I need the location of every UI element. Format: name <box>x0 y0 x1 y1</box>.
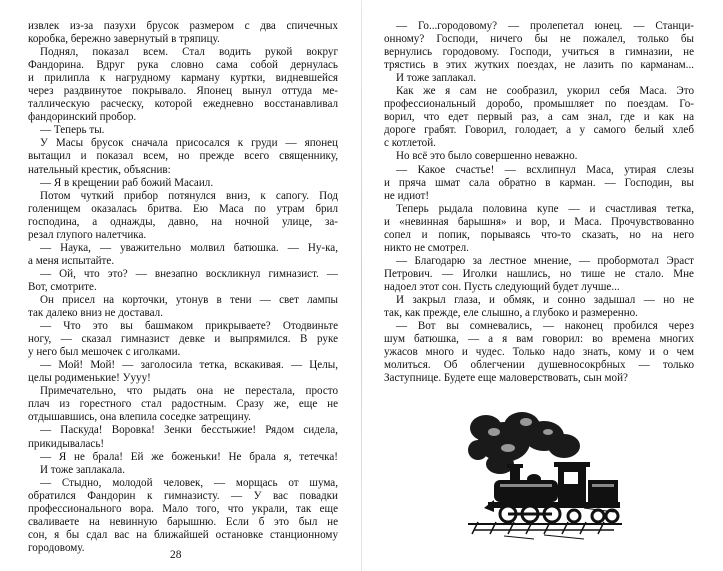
text-line: Как же я сам не сообразил, укорил себя Маса. Это <box>396 85 694 98</box>
text-line: голенищем оказалась бритва. Ею Маса по утрам брил <box>28 202 338 215</box>
text-line: — Что это вы башмаком прикрываете? Отодвиньте <box>40 320 338 333</box>
text-line: Но всё это было совершенно неважно. <box>396 150 578 163</box>
text-line: фандоринский пробор. <box>28 111 137 124</box>
text-line: — Я в крещении раб божий Масаил. <box>40 176 214 189</box>
text-line: и прилипла к нагрудному карману куртки, видневшейся <box>28 72 338 85</box>
text-line: вытащил и показал всем, но прежде всего священнику, <box>28 150 338 163</box>
text-line: прикидывалась! <box>28 437 105 450</box>
text-line: нательный крестик, объяснив: <box>28 163 171 176</box>
right-page <box>362 0 723 571</box>
text-line: Вот, смотрите. <box>28 280 97 293</box>
text-line: сон, я бы сдал вас на ближайшей остановке станционному <box>28 528 338 541</box>
text-line: городовому. <box>28 541 85 554</box>
text-line: — Ой, что это? — внезапно воскликнул гимназист. — <box>40 267 338 280</box>
text-line: целы родименькие! Уууу! <box>28 372 151 385</box>
text-line: — Наука, — уважительно молвил батюшка. — Ну-ка, <box>40 241 338 254</box>
text-line: — Благодарю за лестное мнение, — пробормотал Эраст <box>396 254 694 267</box>
text-line: Он присел на корточки, утонув в тени — свет лампы <box>40 293 338 306</box>
text-line: ужасов много и чудес. Только надо знать, кому и о чем <box>384 346 694 359</box>
text-line: Фандорина. Вдруг рука словно сама собой дернулась <box>28 59 338 72</box>
text-line: И закрыл глаза, и обмяк, и сонно задышал — но не <box>396 293 694 306</box>
text-line: — Какое счастье! — всхлипнул Маса, утирая слезы <box>396 163 694 176</box>
text-line: — Теперь ты. <box>40 124 105 137</box>
text-line: — Го...городовому? — пролепетал юнец. — Станци- <box>396 20 694 32</box>
text-line: онному? Господи, ничего бы не пожалел, только бы <box>384 33 694 46</box>
text-line: и «невинная барышня» и вор, и Маса. Прочувствованно <box>384 215 694 228</box>
text-line: — Я не брала! Ей же боженьки! Не брала я, тетечка! <box>40 450 338 463</box>
text-line: — Вот вы сомневались, — наконец пробился через <box>396 320 694 333</box>
text-line: И тоже заплакал. <box>396 72 477 85</box>
text-line: И тоже заплакала. <box>40 463 126 476</box>
text-line: никто не смотрел. <box>384 241 469 254</box>
text-line: плач из горестного стал радостным. Сразу же, еще не <box>28 398 338 411</box>
text-line: таллическую расческу, которой ежедневно восстанавливал <box>28 98 338 111</box>
text-line: Петрович. — Иголки нашлись, но тише не стало. Мне <box>384 267 694 280</box>
text-line: — Паскуда! Воровка! Зенки бесстыжие! Рядом сидела, <box>40 424 338 437</box>
text-line: профессионального вора. Мало того, что украли, так еще <box>28 502 338 515</box>
text-line: У Масы брусок сначала присосался к груди — японец <box>40 137 338 150</box>
text-line: сопел и попик, порываясь что-то сказать, но на него <box>384 228 694 241</box>
text-line: так далеко вниз не доставал. <box>28 307 163 320</box>
text-line: Теперь рыдала половина купе — и счастливая тетка, <box>396 202 694 215</box>
text-line: шум батюшка, — а я вам говорил: во времена многих <box>384 333 694 346</box>
text-line: господина, а однажды, давно, на ночной улице, за- <box>28 215 338 228</box>
right-text-column <box>384 20 694 385</box>
text-line: вернулись городовому. Господи, учиться в гимназии, не <box>384 46 694 59</box>
text-line: трястись в этих жутких поездах, не лазить по карманам... <box>384 59 694 72</box>
text-line: а меня испытайте. <box>28 254 115 267</box>
text-line: молиться. Об облегчении душевносокрбных — только <box>384 359 694 372</box>
text-line: Поднял, показал всем. Стал водить рукой вокруг <box>40 46 338 59</box>
text-line: у него был мешочек с иголками. <box>28 346 181 359</box>
left-page <box>0 0 361 571</box>
text-line: дороге грабят. Говорил, голодает, а у самого белый хлеб <box>384 124 694 137</box>
text-line: Примечательно, что рыдать она не перестала, просто <box>40 385 338 398</box>
text-line: так, как прежде, еле слышно, а глубоко и размеренно. <box>384 307 638 320</box>
text-line: — Мой! Мой! — заголосила тетка, вскакивая. — Целы, <box>40 359 338 372</box>
left-text-column <box>28 20 338 555</box>
text-line: резал глупого налетчика. <box>28 228 147 241</box>
text-line: коробка, бережно завернутый в тряпицу. <box>28 33 220 46</box>
text-line: сваливаете на невинную барышню. Если б это был не <box>28 515 338 528</box>
text-line: не идиот! <box>384 189 430 202</box>
text-line: Потом чуткий прибор потянулся вниз, к сапогу. Под <box>40 189 338 202</box>
text-line: с котлетой. <box>384 137 436 150</box>
text-line: Заступнице. Будете еще маловерствовать, сын мой? <box>384 372 628 385</box>
text-line: ворил, что едет первый раз, а сам знал, где и как на <box>384 111 694 124</box>
page-number: 28 <box>170 549 182 561</box>
text-line: надоел этот сон. Пусть следующий будет лучше... <box>384 280 620 293</box>
text-line: профессиональный доробо, промышляет по поездам. Го- <box>384 98 694 111</box>
text-line: через раздвинутое покрывало. Японец вынул оттуда ме- <box>28 85 338 98</box>
text-line: извлек из-за пазухи брусок размером с два спичечных <box>28 20 338 32</box>
text-line: — Стыдно, молодой человек, — морщась от шума, <box>40 476 338 489</box>
steam-locomotive-icon <box>464 408 624 540</box>
text-line: и пряча шмат сала обратно в карман. — Господин, вы <box>384 176 694 189</box>
text-line: ногу, — сказал гимназист девке и выпрямился. В руке <box>28 333 338 346</box>
text-line: обратился Фандорин к гимназисту. — У вас повадки <box>28 489 338 502</box>
text-line: отдышавшись, она влепила соседке затрещину. <box>28 411 251 424</box>
